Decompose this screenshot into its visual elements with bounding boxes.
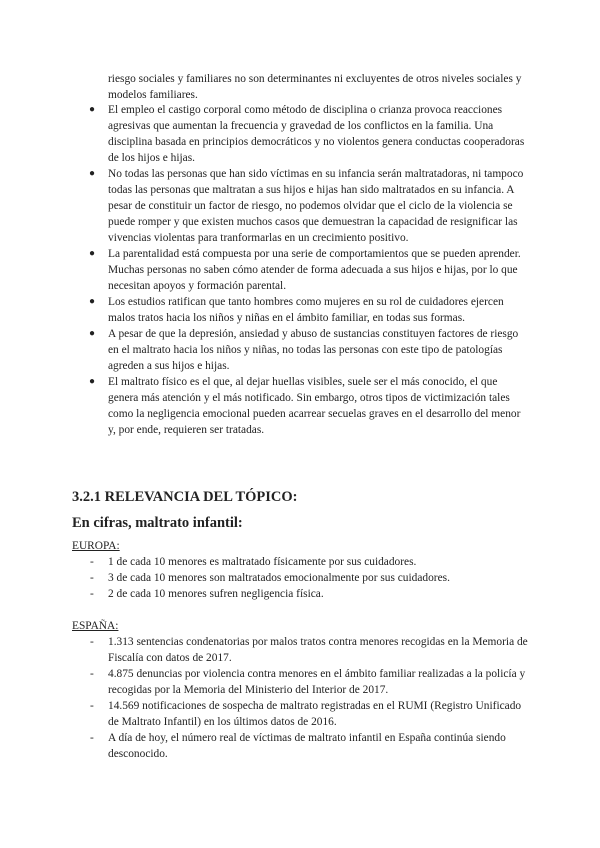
espana-item (0, 730, 528, 762)
dash-marker: - (90, 588, 94, 600)
dash-marker: - (90, 668, 94, 680)
europa-list (0, 554, 528, 602)
bullet-item (0, 374, 528, 438)
bullet-text: A pesar de que la depresión, ansiedad y abuso de sustancias constituyen factores de riesgo en el maltrato hacia los niños y niñas, no todas las personas con este tipo de patologías agreden a sus hijos e hijas. (108, 328, 519, 372)
bullet-item (0, 166, 528, 246)
bullet-item (0, 294, 528, 326)
europa-item-text: 2 de cada 10 menores sufren negligencia física. (108, 588, 324, 600)
bullet-item (0, 326, 528, 374)
europa-item-text: 3 de cada 10 menores son maltratados emocionalmente por sus cuidadores. (108, 572, 450, 584)
bullet-item (0, 102, 528, 166)
bullet-marker: ● (89, 104, 96, 115)
bullet-text: El maltrato físico es el que, al dejar huellas visibles, suele ser el más conocido, el que genera más atención y el más notificado. Sin embargo, otros tipos de victimización tales como la negligencia emocional pueden acarrear secuelas graves en el desarrollo del menor y, por ende, requieren ser tratadas. (108, 376, 521, 436)
bullet-marker: ● (89, 376, 96, 387)
bullet-marker: ● (89, 328, 96, 339)
bullet-item (0, 246, 528, 294)
europa-heading: EUROPA: (72, 540, 120, 552)
espana-item (0, 698, 528, 730)
espana-item-text: A día de hoy, el número real de víctimas de maltrato infantil en España continúa siendo desconocido. (108, 732, 506, 760)
espana-item (0, 666, 528, 698)
espana-heading: ESPAÑA: (72, 620, 119, 632)
europa-item (0, 570, 528, 586)
dash-marker: - (90, 700, 94, 712)
dash-marker: - (90, 572, 94, 584)
bullet-text: Los estudios ratifican que tanto hombres como mujeres en su rol de cuidadores ejercen malos tratos hacia los niños y niñas en el ámbito familiar, en todas sus formas. (108, 296, 504, 324)
section-heading: 3.2.1 RELEVANCIA DEL TÓPICO: (72, 489, 298, 505)
subsection-heading: En cifras, maltrato infantil: (72, 515, 243, 531)
bullet-marker: ● (89, 168, 96, 179)
espana-list (0, 634, 528, 762)
bullet-marker: ● (89, 248, 96, 259)
espana-item-text: 4.875 denuncias por violencia contra menores en el ámbito familiar realizadas a la policía y recogidas por la Memoria del Ministerio del Interior de 2017. (108, 668, 526, 696)
europa-item-text: 1 de cada 10 menores es maltratado físicamente por sus cuidadores. (108, 556, 417, 568)
espana-item-text: 1.313 sentencias condenatorias por malos tratos contra menores recogidas en la Memoria de Fiscalía con datos de 2017. (108, 636, 528, 664)
europa-item (0, 554, 528, 570)
continuation-paragraph: riesgo sociales y familiares no son determinantes ni excluyentes de otros niveles sociales y modelos familiares. (108, 73, 522, 101)
bullet-marker: ● (89, 296, 96, 307)
dash-marker: - (90, 556, 94, 568)
espana-item-text: 14.569 notificaciones de sospecha de maltrato registradas en el RUMI (Registro Unificado de Maltrato Infantil) en los últimos datos de 2016. (108, 700, 522, 728)
espana-item (0, 634, 528, 666)
europa-item (0, 586, 528, 602)
bullet-text: El empleo el castigo corporal como método de disciplina o crianza provoca reacciones agresivas que aumentan la frecuencia y gravedad de los conflictos en la familia. Una disciplina basada en principios democráticos y no violentos genera conductas cooperadoras de los hijos e hijas. (108, 104, 525, 164)
dash-marker: - (90, 636, 94, 648)
dash-marker: - (90, 732, 94, 744)
bullet-text: No todas las personas que han sido víctimas en su infancia serán maltratadoras, ni tampoco todas las personas que maltratan a sus hijos e hijas han sido maltratados en su infancia. A pesar de constituir un factor de riesgo, no podemos olvidar que el ciclo de la violencia se puede romper y que existen muchos casos que demuestran la capacidad de resignificar las vivencias violentas para tranformarlas en un crecimiento positivo. (108, 168, 524, 244)
bullet-text: La parentalidad está compuesta por una serie de comportamientos que se pueden aprender. Muchas personas no saben cómo atender de forma adecuada a sus hijos e hijas, por lo que necesitan apoyos y formación parental. (108, 248, 521, 292)
bullet-list (0, 102, 528, 438)
